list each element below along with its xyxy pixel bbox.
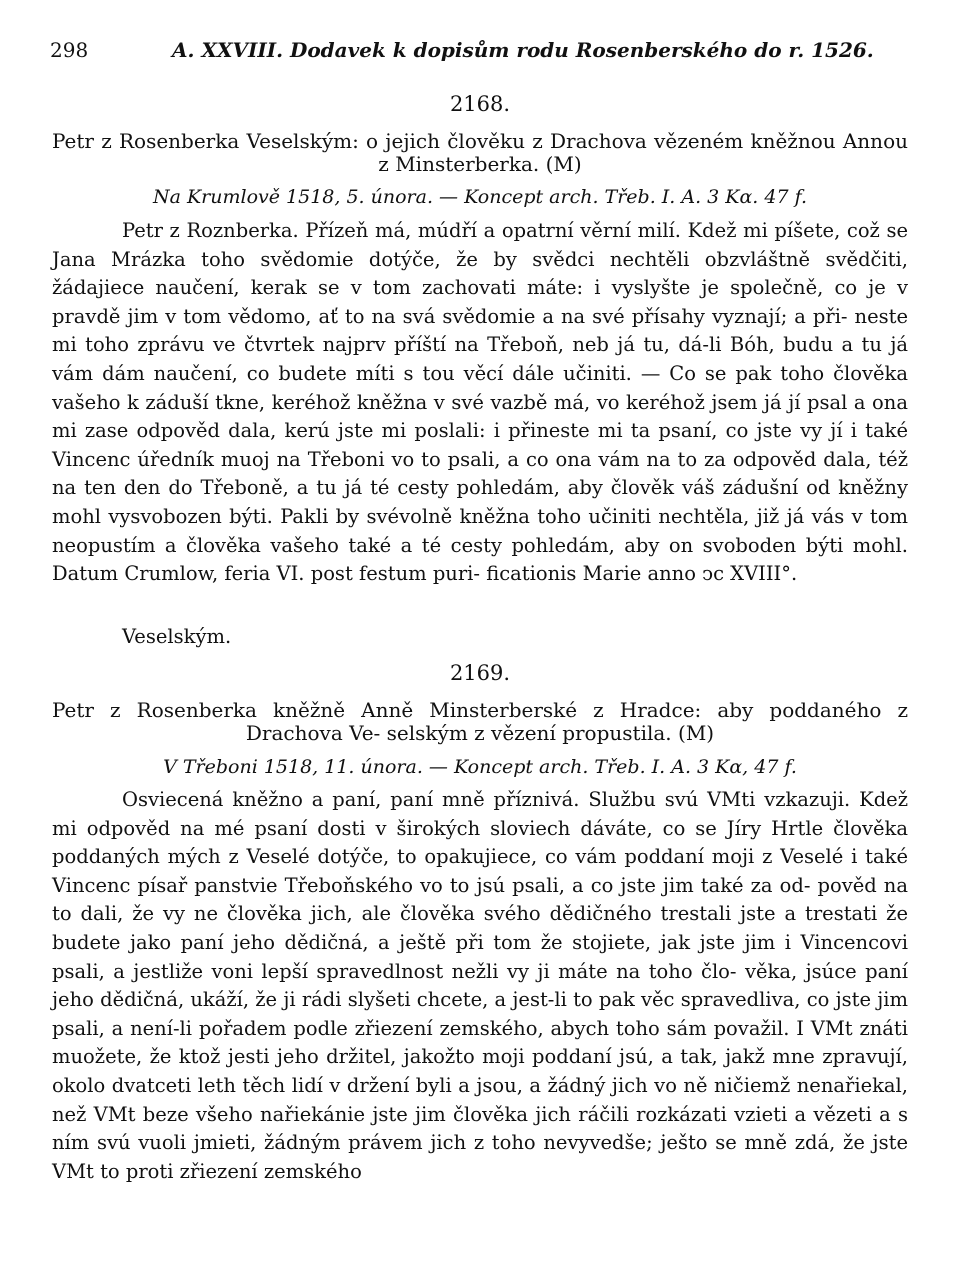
letter-addressee: Veselským.: [122, 625, 232, 648]
letter-paragraph: Osviecená kněžno a paní, paní mně příznivá. Službu svú VMti vzkazuji. Kdež mi odpověd na mé psaní dosti v širokých sloviech dáváte, co se Jíry Hrtle člověka poddaných mých z Veselé dotýče, to opakujiece, co vám poddaní moji z Veselé i také Vincenc písař panstvie Třeboňského vo to jsú psali, a co jste jim také za od- pověd na to dali, že vy ne člověka jich, ale člověka svého dědičného trestali jste a trestati že budete jako paní jeho dědičná, a ještě při tom že stojiete, jak jste jim i Vincencovi psali, a jestliže voni lepší spravedlnost nežli vy ji máte na toho člo- věka, jsúce paní jeho dědičná, ukáží, že ji rádi slyšeti chcete, a jest-li to pak věc spravedliva, co jste jim psali, a není-li pořadem podle zřiezení zemského, abych toho sám považil. I VMt znáti muožete, že ktož jesti jeho držitel, jakožto moji poddaní jsú, a tak, jakž mne zpravují, okolo dvatceti leth těch lidí v držení byli a jsou, a žádný jich vo ně ničiemž nenařiekal, než VMt beze všeho nařiekánie jste jim člověka jich ráčili rozkázati vzieti a vězeti a s ním svú vuoli jmieti, žádným právem jich z toho nevyvedše; ješto se mně zdá, že jste VMt to proti zřiezení zemského: [52, 788, 908, 1183]
running-title: A. XXVIII. Dodavek k dopisům rodu Rosenberského do r. 1526.: [172, 38, 874, 62]
letter-summary: Petr z Rosenberka Veselským: o jejich člověku z Drachova vězeném kněžnou Annou z Minsterberka. (M): [52, 129, 908, 176]
letter-number: 2169.: [449, 661, 511, 685]
letter-source: V Třeboni 1518, 11. února. — Koncept arch. Třeb. I. A. 3 Kα, 47 f.: [163, 756, 797, 778]
letter-text: [52, 786, 908, 1186]
letter-number: 2168.: [449, 92, 511, 116]
letter-summary: Petr z Rosenberka kněžně Anně Minsterberské z Hradce: aby poddaného z Drachova Ve- selským z vězení propustila. (M): [52, 698, 908, 745]
letter-paragraph: Petr z Roznberka. Přízeň má, múdří a opatrní věrní milí. Kdež mi píšete, což se Jana Mrázka toho svědomie dotýče, že by svědci nechtěli obzvláštně svědčiti, žádajiece naučení, kerak se v tom zachovati máte: i vyslyšte je společně, co je v pravdě jim v tom vědomo, ať to na svá svědomie a na své přísahy vyznají; a při- neste mi toho zprávu ve čtvrtek najprv příští na Třeboň, neb já tu, dá-li Bóh, budu a tu já vám dám naučení, co budete míti s tou věcí dále učiniti. — Co se pak toho člověka vašeho k záduší tkne, keréhož kněžna v své vazbě má, vo keréhož jsem já jí psal a ona mi zase odpověd dala, kerú jste mi poslali: i přineste mi ta psaní, co jste vy jí i také Vincenc úředník muoj na Třeboni vo to psali, a co ona vám na to za odpověd dala, též na ten den do Třeboně, a tu já té cesty pohledám, aby člověk váš zádušní od kněžny mohl vysvobozen býti. Pakli by svévolně kněžna toho učiniti nechtěla, již já vás v tom neopustím a člověka vašeho také a té cesty pohledám, aby on svoboden býti mohl. Datum Crumlow, feria VI. post festum puri- ficationis Marie anno ↄc XVIII°.: [52, 219, 908, 586]
running-header: [50, 38, 910, 70]
letter-text: [52, 217, 908, 589]
page-number: 298: [50, 38, 89, 62]
letter-source: Na Krumlově 1518, 5. února. — Koncept arch. Třeb. I. A. 3 Kα. 47 f.: [152, 186, 807, 208]
